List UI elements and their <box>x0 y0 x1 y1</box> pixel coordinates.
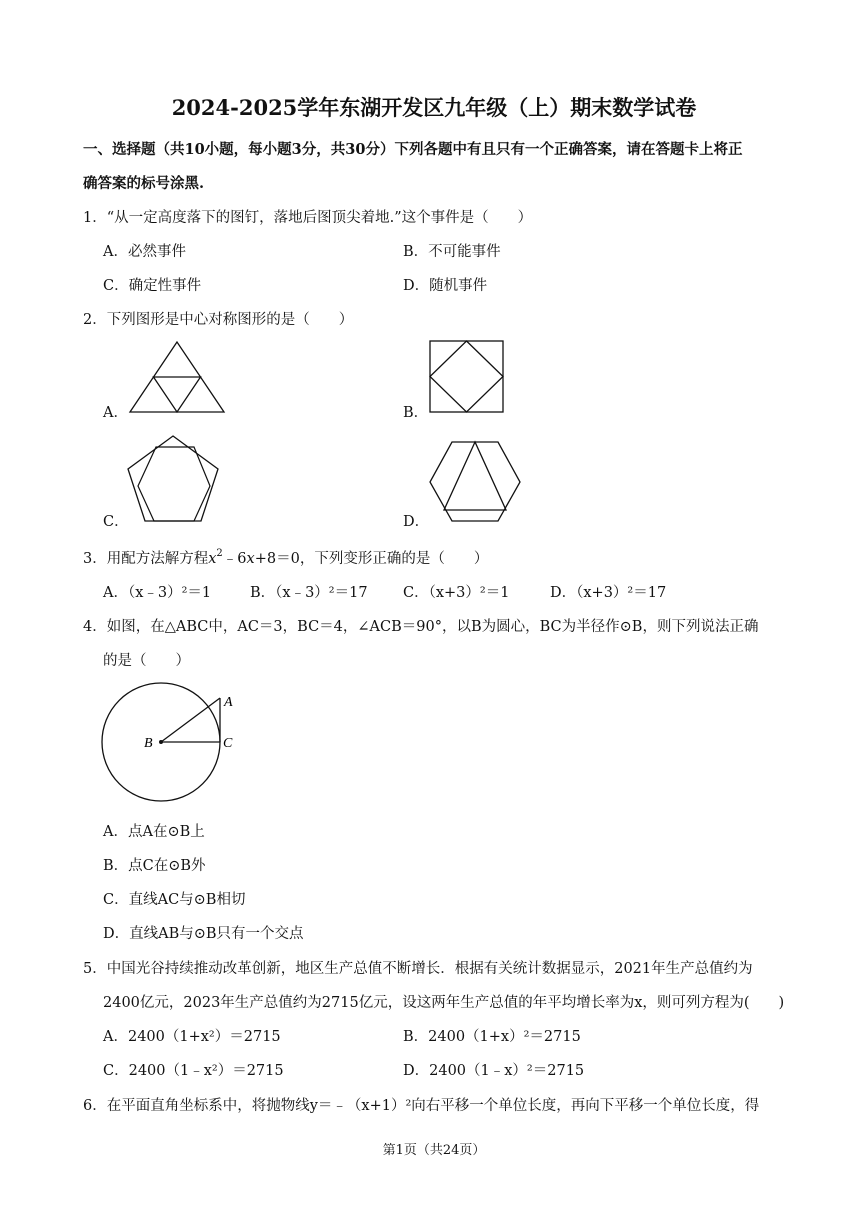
question-3-option-d: D．（x+3）²＝17 <box>550 585 667 601</box>
page-footer: 第1页（共24页） <box>382 1143 486 1158</box>
question-3-option-b: B．（x﹣3）²＝17 <box>250 585 368 601</box>
question-1-option-b: B．不可能事件 <box>403 244 501 260</box>
page-title: 2024-2025学年东湖开发区九年级（上）期末数学试卷 <box>171 95 697 120</box>
question-5-option-d: D．2400（1﹣x）²＝2715 <box>403 1063 585 1079</box>
question-5-option-a: A．2400（1+x²）＝2715 <box>103 1029 281 1045</box>
question-5-stem-line1: 5．中国光谷持续推动改革创新，地区生产总值不断增长．根据有关统计数据显示，2021年生产总值约为 <box>83 961 753 977</box>
question-3-option-c: C．（x+3）²＝1 <box>403 585 510 601</box>
question-3-option-a: A．（x﹣3）²＝1 <box>103 585 212 601</box>
question-5-option-b: B．2400（1+x）²＝2715 <box>403 1029 581 1045</box>
figure-label-c: C <box>223 736 233 751</box>
section-heading-line2: 确答案的标号涂黑. <box>83 175 205 192</box>
question-3-stem: 3．用配方法解方程$x^2﹣6x+8=0$，下列变形正确的是（ ） <box>83 548 489 567</box>
question-4-stem-line1: 4．如图，在△ABC中，AC＝3，BC＝4，∠ACB＝90°，以B为圆心，BC为半径作⊙B，则下列说法正确 <box>83 619 759 635</box>
question-1-stem: 1．“从一定高度落下的图钉，落地后图顶尖着地.”这个事件是（ ） <box>83 210 533 226</box>
figure-hexagon-with-triangle <box>428 440 522 524</box>
question-1-option-a: A．必然事件 <box>103 244 186 260</box>
question-2-stem: 2．下列图形是中心对称图形的是（ ） <box>83 312 354 328</box>
question-4-option-b: B．点C在⊙B外 <box>103 858 206 874</box>
question-1-option-d: D．随机事件 <box>403 278 488 294</box>
question-5-stem-line2: 2400亿元，2023年生产总值约为2715亿元，设这两年生产总值的年平均增长率为x，则可列方程为( ) <box>103 995 785 1011</box>
question-2-option-a: A． <box>103 405 128 421</box>
question-2-option-b: B． <box>403 405 429 421</box>
question-2-option-c: C． <box>103 514 129 530</box>
question-1-option-c: C．确定性事件 <box>103 278 202 294</box>
question-2-option-d: D． <box>403 514 430 530</box>
figure-square-with-diamond <box>428 340 506 414</box>
question-5-option-c: C．2400（1﹣x²）＝2715 <box>103 1063 284 1079</box>
question-4-option-a: A．点A在⊙B上 <box>103 824 205 840</box>
figure-label-a: A <box>224 695 233 710</box>
figure-pentagon <box>126 434 222 524</box>
question-4-option-d: D．直线AB与⊙B只有一个交点 <box>103 926 304 942</box>
figure-triangle-subdivided <box>128 340 228 416</box>
question-4-stem-line2: 的是（ ） <box>103 653 190 669</box>
question-4-option-c: C．直线AC与⊙B相切 <box>103 892 246 908</box>
question-6-stem-line1: 6．在平面直角坐标系中，将抛物线y＝﹣（x+1）²向右平移一个单位长度，再向下平移一个单位长度，得 <box>83 1098 760 1114</box>
figure-label-b: B <box>144 736 153 751</box>
section-heading-line1: 一、选择题（共10小题，每小题3分，共30分）下列各题中有且只有一个正确答案，请在答题卡上将正 <box>83 141 743 158</box>
figure-circle-triangle <box>100 682 240 804</box>
